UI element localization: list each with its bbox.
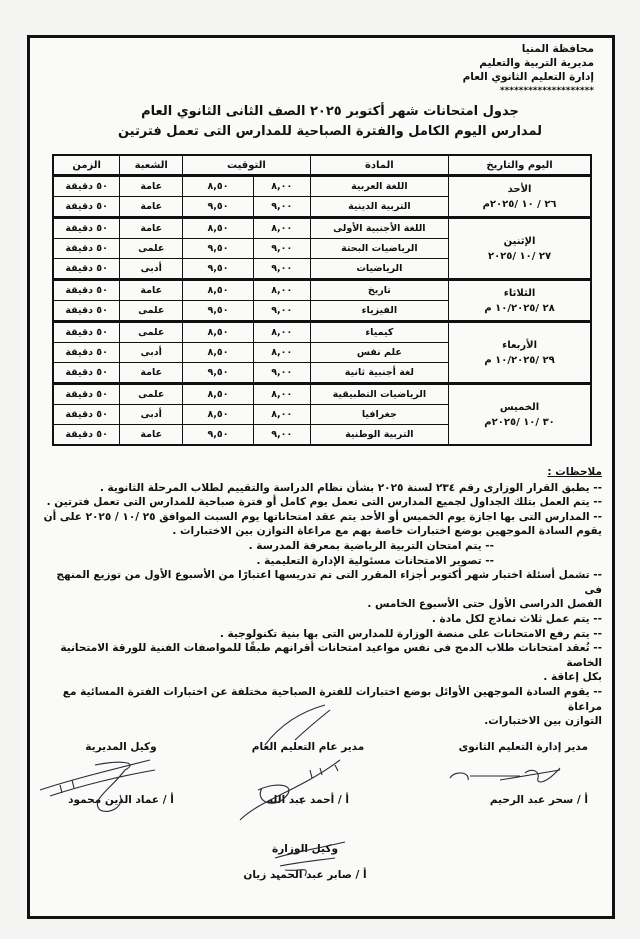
start-time-cell: ٩,٠٠ (253, 363, 310, 384)
branch-cell: أدبى (120, 259, 183, 280)
end-time-cell: ٩,٥٠ (183, 259, 254, 280)
branch-cell: علمى (120, 301, 183, 322)
duration-cell: ٥٠ دقيقة (53, 197, 120, 218)
day-cell (449, 176, 591, 218)
end-time-cell: ٨,٥٠ (183, 384, 254, 405)
subject-cell: علم نفس (310, 343, 448, 363)
start-time-cell: ٨,٠٠ (253, 218, 310, 239)
branch-cell: عامة (120, 363, 183, 384)
signature-role: مدير إدارة التعليم الثانوى (458, 741, 588, 753)
subject-cell: اللغة العربية (310, 176, 448, 197)
day-name: الأحد (507, 183, 532, 195)
end-time-cell: ٨,٥٠ (183, 405, 254, 425)
branch-cell: عامة (120, 280, 183, 301)
signature-deputy-directorate (56, 741, 186, 806)
directorate-line: مديرية التربية والتعليم (479, 57, 594, 69)
end-time-cell: ٩,٥٠ (183, 197, 254, 218)
branch-cell: عامة (120, 425, 183, 446)
note-line: -- يتم امتحان التربية الرياضية بمعرفة المدرسة . (248, 539, 494, 552)
note-line: -- يطبق القرار الوزارى رقم ٢٣٤ لسنة ٢٠٢٥ بشأن نظام الدراسة والتقييم لطلاب المرحلة الثانوية . (99, 481, 602, 494)
subject-cell: الرياضيات البحتة (310, 239, 448, 259)
table-row (53, 176, 591, 197)
day-name: الإثنين (503, 235, 536, 247)
branch-cell: أدبى (120, 343, 183, 363)
subject-cell: الفيزياء (310, 301, 448, 322)
end-time-cell: ٩,٥٠ (183, 239, 254, 259)
title-line-1: جدول امتحانات شهر أكتوبر ٢٠٢٥ الصف الثانى الثانوي العام (141, 104, 519, 119)
document-title (80, 102, 580, 142)
end-time-cell: ٩,٥٠ (183, 425, 254, 446)
day-name: الثلاثاء (503, 287, 536, 299)
duration-cell: ٥٠ دقيقة (53, 343, 120, 363)
duration-cell: ٥٠ دقيقة (53, 239, 120, 259)
subject-cell: التربية الدينية (310, 197, 448, 218)
table-row (53, 280, 591, 301)
signature-secondary-director (438, 741, 588, 806)
note-line: -- يتم العمل بتلك الجداول لجميع المدارس التى تعمل يوم كامل أو فترة صباحية للمدارس التى تعمل فترتين . (46, 496, 602, 509)
end-time-cell: ٨,٥٠ (183, 280, 254, 301)
duration-cell: ٥٠ دقيقة (53, 405, 120, 425)
issuing-authority (463, 42, 594, 98)
notes-section (38, 465, 602, 729)
stars-divider: ******************** (499, 86, 594, 96)
duration-cell: ٥٠ دقيقة (53, 322, 120, 343)
note-line: يقوم السادة الموجهين بوضع اختبارات خاصة بهم مع مراعاة التوازن بين الاختبارات . (172, 525, 602, 538)
signature-role: وكيل الوزارة (272, 843, 338, 855)
day-date: ٢٩ /١٠/٢٠٢٥ م (484, 354, 555, 366)
branch-cell: عامة (120, 218, 183, 239)
notes-heading: ملاحظات : (547, 466, 602, 478)
day-cell (449, 322, 591, 384)
day-cell (449, 218, 591, 280)
start-time-cell: ٨,٠٠ (253, 280, 310, 301)
subject-cell: اللغة الأجنبية الأولى (310, 218, 448, 239)
end-time-cell: ٨,٥٠ (183, 343, 254, 363)
branch-cell: عامة (120, 197, 183, 218)
subject-cell: الرياضيات (310, 259, 448, 280)
end-time-cell: ٨,٥٠ (183, 218, 254, 239)
subject-cell: تاريخ (310, 280, 448, 301)
day-cell (449, 280, 591, 322)
exam-schedule-table (52, 154, 592, 446)
duration-cell: ٥٠ دقيقة (53, 259, 120, 280)
start-time-cell: ٩,٠٠ (253, 259, 310, 280)
note-line: -- تشمل أسئلة اختبار شهر أكتوبر أجزاء المقرر التى تم تدريسها اعتبارًا من الأسبوع الأول من توزيع المنهج فى (56, 569, 602, 596)
start-time-cell: ٨,٠٠ (253, 322, 310, 343)
signature-name: أ / سحر عبد الرحيم (489, 794, 588, 806)
title-line-2: لمدارس اليوم الكامل والفترة الصباحية للمدارس التى تعمل فترتين (117, 124, 543, 139)
duration-cell: ٥٠ دقيقة (53, 425, 120, 446)
day-date: ٢٨ /١٠/٢٠٢٥ م (484, 302, 555, 314)
day-date: ٣٠ /١٠ /٢٠٢٥م (484, 416, 555, 428)
day-date: ٢٦ / ١٠ /٢٠٢٥م (482, 198, 557, 210)
note-line: الفصل الدراسى الأول حتى الأسبوع الخامس . (367, 598, 602, 611)
branch-cell: علمى (120, 322, 183, 343)
start-time-cell: ٩,٠٠ (253, 239, 310, 259)
end-time-cell: ٩,٥٠ (183, 301, 254, 322)
signature-general-director (238, 741, 378, 806)
start-time-cell: ٨,٠٠ (253, 405, 310, 425)
branch-cell: أدبى (120, 405, 183, 425)
duration-cell: ٥٠ دقيقة (53, 176, 120, 197)
day-cell (449, 384, 591, 446)
header-subject: المادة (310, 155, 448, 176)
governorate-line: محافظة المنيا (521, 43, 594, 55)
notes-list (38, 481, 602, 729)
table-header-row (53, 155, 591, 176)
department-line: إدارة التعليم الثانوي العام (462, 71, 594, 83)
header-duration: الزمن (53, 155, 120, 176)
signature-name: أ / صابر عبد الحميد زيان (243, 869, 367, 881)
subject-cell: الرياضيات التطبيقية (310, 384, 448, 405)
note-line: بكل إعاقة . (543, 671, 602, 684)
signature-role: مدير عام التعليم العام (251, 741, 365, 753)
end-time-cell: ٩,٥٠ (183, 363, 254, 384)
subject-cell: التربية الوطنية (310, 425, 448, 446)
branch-cell: علمى (120, 239, 183, 259)
note-line: -- يقوم السادة الموجهين الأوائل بوضع اختبارات للفترة الصباحية مختلفة عن اختبارات الفترة المسائية مع مراعاة (62, 685, 602, 713)
table-body (53, 176, 591, 446)
subject-cell: جغرافيا (310, 405, 448, 425)
duration-cell: ٥٠ دقيقة (53, 218, 120, 239)
header-day: اليوم والتاريخ (449, 155, 591, 176)
duration-cell: ٥٠ دقيقة (53, 301, 120, 322)
end-time-cell: ٨,٥٠ (183, 176, 254, 197)
signature-role: وكيل المديرية (85, 741, 157, 753)
end-time-cell: ٨,٥٠ (183, 322, 254, 343)
signature-name: أ / عماد الدين محمود (68, 794, 174, 806)
note-line: -- يتم رفع الامتحانات على منصة الوزارة للمدارس التى بها بنية تكنولوجية . (219, 627, 602, 640)
duration-cell: ٥٠ دقيقة (53, 280, 120, 301)
signature-deputy-ministry (220, 843, 390, 881)
note-line: -- تُعقد امتحانات طلاب الدمج فى نفس مواعيد امتحانات أقرانهم طبقًا للمواصفات الفنية للورقة الامتحانية الخاصة (60, 642, 602, 669)
subject-cell: كيمياء (310, 322, 448, 343)
branch-cell: عامة (120, 176, 183, 197)
start-time-cell: ٨,٠٠ (253, 343, 310, 363)
day-name: الأربعاء (502, 339, 537, 351)
day-date: ٢٧ /١٠ /٢٠٢٥ (487, 250, 552, 262)
start-time-cell: ٩,٠٠ (253, 197, 310, 218)
table-row (53, 218, 591, 239)
table-row (53, 384, 591, 405)
signature-name: أ / أحمد عبد الله (266, 794, 350, 806)
branch-cell: علمى (120, 384, 183, 405)
subject-cell: لغة أجنبية ثانية (310, 363, 448, 384)
note-line: التوازن بين الاختبارات. (484, 715, 602, 728)
day-name: الخميس (499, 401, 540, 413)
note-line: -- يتم عمل ثلاث نماذج لكل مادة . (431, 612, 602, 625)
header-timing: التوقيت (183, 155, 310, 176)
start-time-cell: ٩,٠٠ (253, 301, 310, 322)
duration-cell: ٥٠ دقيقة (53, 384, 120, 405)
duration-cell: ٥٠ دقيقة (53, 363, 120, 384)
note-line: -- المدارس التى بها اجازة يوم الخميس أو الأحد يتم عقد امتحاناتها يوم السبت الموافق ٢٥ /١٠ / ٢٠٢٥ على أن (43, 510, 602, 523)
start-time-cell: ٨,٠٠ (253, 176, 310, 197)
header-branch: الشعبة (120, 155, 183, 176)
table-row (53, 322, 591, 343)
start-time-cell: ٩,٠٠ (253, 425, 310, 446)
note-line: -- تصوير الامتحانات مسئولية الإدارة التعليمية . (256, 554, 494, 567)
start-time-cell: ٨,٠٠ (253, 384, 310, 405)
